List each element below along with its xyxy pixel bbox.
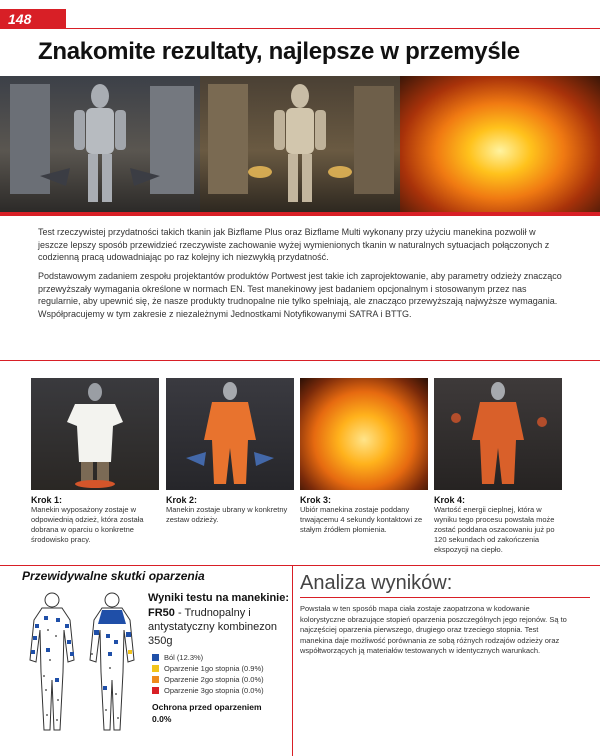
step-4-text: Wartość energii cieplnej, która w wyniku tego procesu powstała może zostać poddana oszacowaniu już po 120 sekundach od zakończenia ekspozycji na ciepło. (434, 505, 555, 554)
step-3-label: Krok 3: (300, 495, 332, 505)
intro-paragraph-2: Podstawowym zadaniem zespołu projektantów produktów Portwest jest takie ich zaprojektowanie, aby parametry odzieży znacząco przewyższały wymagania określone w normach EN. Test manekinowy jest badaniem opcjonalnym i stosowanym przez nas regularnie, aby upewnić się, że nasze produkty trudnopalne nie tylko spełniają, ale znacząco przewyższają najwyższe wymagania. Współpracujemy w tym zakresie z niezależnymi Jednostkami Notyfikowanymi SATRA i BTTG. (38, 271, 562, 319)
mannequin-after-test-figure (434, 378, 562, 490)
mannequin-figure-2 (200, 76, 400, 212)
analysis-rule (300, 597, 590, 598)
hero-photo-2 (200, 76, 400, 212)
page-number: 148 (8, 11, 32, 27)
protection-label: Ochrona przed oparzeniem (152, 702, 262, 712)
mannequin-coverall-figure (166, 378, 294, 490)
hero-photo-3 (400, 76, 600, 212)
legend-label: Oparzenie 1go stopnia (0.9%) (164, 664, 264, 673)
step-4-photo (434, 378, 562, 490)
body-back (90, 593, 134, 730)
legend-label: Ból (12.3%) (164, 653, 204, 662)
step-2-text: Manekin zostaje ubrany w konkretny zestaw odzieży. (166, 505, 288, 524)
burn-legend (152, 652, 264, 696)
step-3-text: Ubiór manekina zostaje poddany trwającemu 4 sekundy kontaktowi ze stałym źródłem płomienia. (300, 505, 423, 534)
product-code: FR50 (148, 607, 175, 619)
step-1-text: Manekin wyposażony zostaje w odpowiednią odzież, która została dobrana w oparciu o konkretne środowisko pracy. (31, 505, 144, 544)
body-front (30, 593, 74, 730)
hero-photo-strip (0, 76, 600, 212)
step-4-label: Krok 4: (434, 495, 466, 505)
legend-item-third-degree (152, 685, 264, 696)
hero-underline (0, 212, 600, 216)
step-3-photo (300, 378, 428, 490)
legend-swatch-blue (152, 654, 159, 661)
hero-photo-1 (0, 76, 200, 212)
step-2-label: Krok 2: (166, 495, 198, 505)
results-heading: Wyniki testu na manekinie: (148, 592, 290, 604)
header-rule (66, 28, 600, 29)
page-title: Znakomite rezultaty, najlepsze w przemyśle (38, 38, 520, 65)
legend-item-second-degree (152, 674, 264, 685)
legend-item-first-degree (152, 663, 264, 674)
bottom-divider (0, 565, 600, 566)
protection-value: 0.0% (152, 714, 172, 724)
page-number-tab (0, 9, 66, 29)
column-divider (292, 565, 293, 756)
intro-paragraph-1: Test rzeczywistej przydatności takich tkanin jak Bizflame Plus oraz Bizflame Multi wykonany przy użyciu manekina pozwolił w jeszcze lepszy sposób przewidzieć rzeczywiste zachowanie wyżej wymienionych tkanin w naturalnych sytuacjach połączonych z codzienną pracą udowadniając po raz kolejny ich niezwykłą przydatność. (38, 227, 550, 262)
analysis-title: Analiza wyników: (300, 572, 453, 594)
section-divider (0, 360, 600, 361)
legend-label: Oparzenie 2go stopnia (0.0%) (164, 675, 264, 684)
step-1-photo (31, 378, 159, 490)
legend-swatch-red (152, 687, 159, 694)
body-burn-map (22, 590, 144, 740)
product-line (148, 606, 296, 648)
product-description: - Trudnopalny i antystatyczny kombinezon 350g (148, 607, 278, 647)
step-1-label: Krok 1: (31, 495, 63, 505)
analysis-text: Powstała w ten sposób mapa ciała zostaje zaopatrzona w kodowanie kolorystyczne obrazujące stopień oparzenia poszczególnych jego rejonów. Są to najczęściej oparzenia pierwszego, drugiego oraz trzeciego stopnia. Test manekina daje możliwość porównania ze sobą różnych rodzajów odzieży oraz współtworzących ją materiałów testowanych w identycznych warunkach. (300, 604, 567, 655)
mannequin-tshirt-figure (31, 378, 159, 490)
predicted-burns-title: Przewidywalne skutki oparzenia (22, 569, 205, 583)
step-2-photo (166, 378, 294, 490)
mannequin-figure-1 (0, 76, 200, 212)
legend-swatch-orange (152, 676, 159, 683)
legend-item-pain (152, 652, 264, 663)
legend-swatch-yellow (152, 665, 159, 672)
legend-label: Oparzenie 3go stopnia (0.0%) (164, 686, 264, 695)
